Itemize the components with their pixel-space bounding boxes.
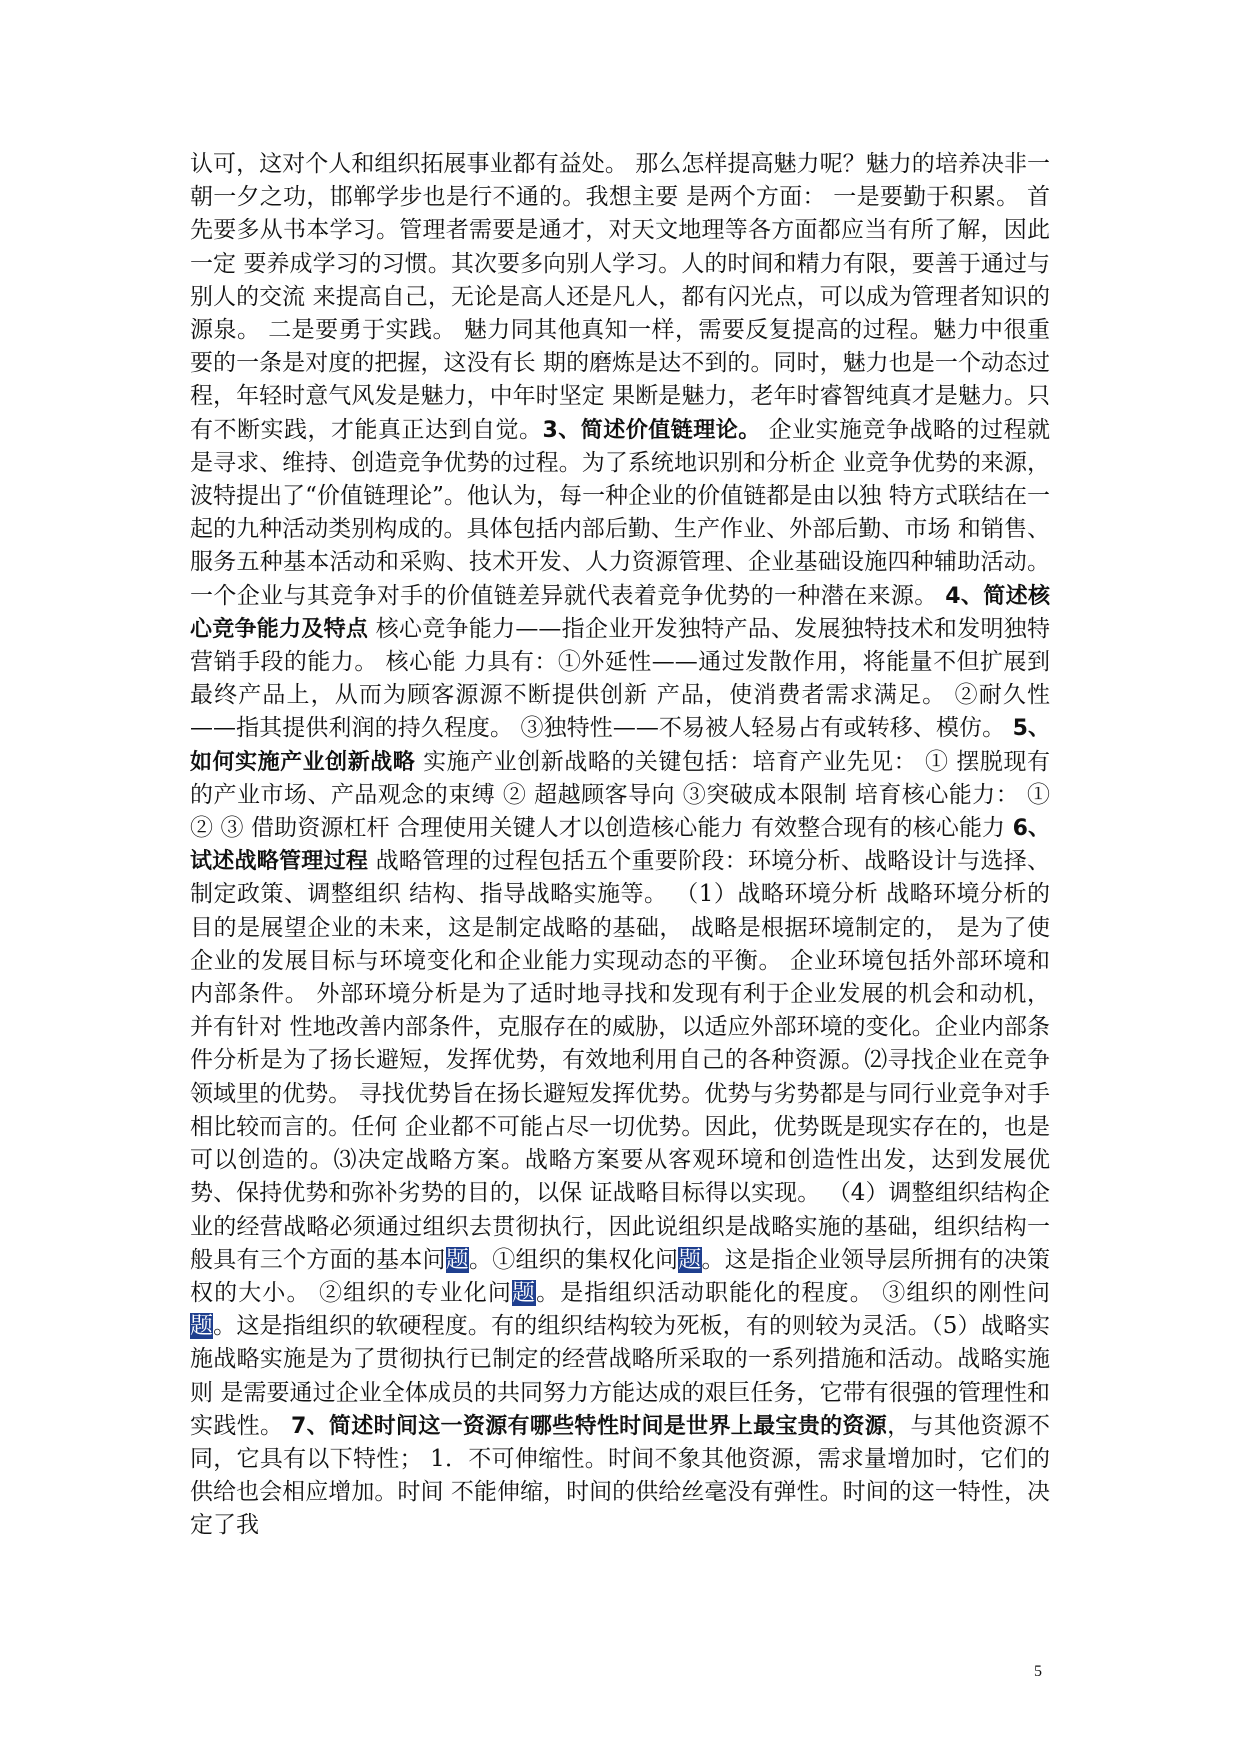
body-text-run: 实施产业创新战略的关键包括：培育产业先见： ① 摆脱现有的产业市场、产品观念的束缚 ② 超越顾客导向 ③突破成本限制 培育核心能力： ① ② ③ 借助资源杠杆 合理使用关键人才以创造核心能力 有效整合现有的核心能力	[190, 748, 1050, 842]
section-heading: 5、如何实施产业创新战略	[190, 716, 1051, 775]
body-text-run: 。①组织的集权化问	[469, 1246, 679, 1273]
highlighted-text: 题	[445, 1246, 469, 1273]
highlighted-text: 题	[678, 1246, 702, 1273]
section-heading: 7、简述时间这一资源有哪些特性时间是世界上最宝贵的资源	[290, 1413, 888, 1439]
body-text-run: 企业实施竞争战略的过程就是寻求、维持、创造竞争优势的过程。为了系统地识别和分析企 业竞争优势的来源，波特提出了“价值链理论”。他认为，每一种企业的价值链都是由以独 特方式联结在一起的九种活动类别构成的。具体包括内部后勤、生产作业、外部后勤、市场 和销售、 服务五种基本活动和采购、技术开发、人力资源管理、企业基础设施四种辅助活动。一个企业与其竞争对手的价值链差异就代表着竞争优势的一种潜在来源。	[190, 416, 1051, 609]
body-text-run: 战略管理的过程包括五个重要阶段：环境分析、战略设计与选择、制定政策、调整组织 结构、指导战略实施等。 （1）战略环境分析 战略环境分析的目的是展望企业的未来，这是制定战略的基础， 战略是根据环境制定的， 是为了使企业的发展目标与环境变化和企业能力实现动态的平衡。 企业环境包括外部环境和 内部条件。 外部环境分析是为了适时地寻找和发现有利于企业发展的机会和动机， 并有针对 性地改善内部条件，克服存在的威胁，以适应外部环境的变化。企业内部条件分析是为了扬长避短，发挥优势，有效地利用自己的各种资源。⑵寻找企业在竞争领域里的优势。 寻找优势旨在扬长避短发挥优势。优势与劣势都是与同行业竞争对手相比较而言的。任何 企业都不可能占尽一切优势。因此，优势既是现实存在的，也是可以创造的。⑶决定战略方案。战略方案要从客观环境和创造性出发，达到发展优势、保持优势和弥补劣势的目的，以保 证战略目标得以实现。 （4）调整组织结构企业的经营战略必须通过组织去贯彻执行，因此说组织是战略实施的基础，组织结构一般具有三个方面的基本问	[190, 848, 1050, 1273]
section-heading: 6、试述战略管理过程	[190, 816, 1050, 875]
body-text-run: 。这是指企业领导层所拥有的决策权的大小。 ②组织的专业化问	[190, 1246, 1050, 1306]
body-text-run: ，与其他资源不同，它具有以下特性； 1．不可伸缩性。时间不象其他资源，需求量增加时，它们的供给也会相应增加。时间 不能伸缩，时间的供给丝毫没有弹性。时间的这一特性，决定了我	[190, 1412, 1051, 1539]
section-heading: 4、简述核心竞争能力及特点	[190, 583, 1051, 642]
body-text-run: 核心竞争能力——指企业开发独特产品、发展独特技术和发明独特营销手段的能力。 核心能 力具有：①外延性——通过发散作用，将能量不但扩展到最终产品上，从而为顾客源源不断提供创新 产品，使消费者需求满足。 ②耐久性——指其提供利润的持久程度。 ③独特性——不易被人轻易占有或转移、模仿。	[190, 615, 1050, 742]
section-heading: 3、简述价值链理论。	[542, 417, 761, 443]
highlighted-text: 题	[512, 1279, 537, 1306]
document-body-text	[190, 148, 1050, 1543]
body-text-run: 。这是指组织的软硬程度。有的组织结构较为死板，有的则较为灵活。（5）战略实施战略实施是为了贯彻执行已制定的经营战略所采取的一系列措施和活动。战略实施则 是需要通过企业全体成员的共同努力方能达成的艰巨任务，它带有很强的管理性和实践性。	[190, 1313, 1051, 1439]
body-text-run: 。是指组织活动职能化的程度。 ③组织的刚性问	[536, 1279, 1051, 1306]
highlighted-text: 题	[190, 1313, 214, 1340]
body-text-run: 认可，这对个人和组织拓展事业都有益处。 那么怎样提高魅力呢？魅力的培养决非一朝一夕之功，邯郸学步也是行不通的。我想主要 是两个方面： 一是要勤于积累。 首先要多从书本学习。管理者需要是通才，对天文地理等各方面都应当有所了解，因此一定 要养成学习的习惯。其次要多向别人学习。人的时间和精力有限，要善于通过与别人的交流 来提高自己，无论是高人还是凡人，都有闪光点，可以成为管理者知识的源泉。 二是要勇于实践。 魅力同其他真知一样，需要反复提高的过程。魅力中很重要的一条是对度的把握，这没有长 期的磨炼是达不到的。同时，魅力也是一个动态过程，年轻时意气风发是魅力，中年时坚定 果断是魅力，老年时睿智纯真才是魅力。只有不断实践，才能真正达到自觉。	[190, 151, 1050, 443]
page-number: 5	[1034, 1663, 1042, 1680]
